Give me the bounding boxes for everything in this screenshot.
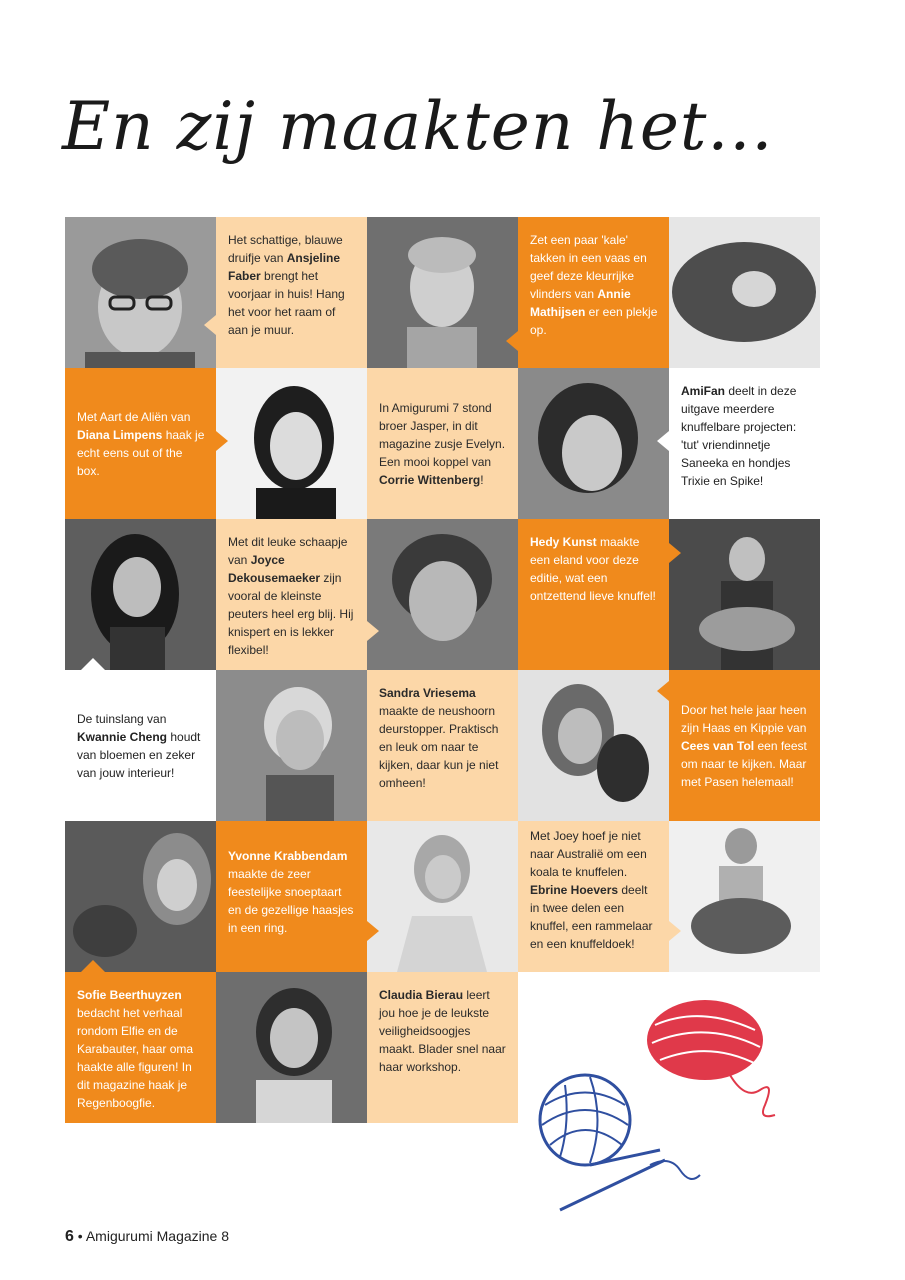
portrait-sandra-vriesema [216, 670, 367, 821]
portrait-yvonne-krabbendam [367, 821, 518, 972]
photo-crochet-project [669, 217, 820, 368]
portrait-ebrine-hoevers [669, 821, 820, 972]
portrait-corrie-wittenberg [518, 368, 669, 519]
text-joyce-dekousemaeker: Met dit leuke schaapje van Joyce Dekousemaeker zijn vooral de kleinste peuters heel erg blij. Hij knispert en is lekker flexibel! [216, 519, 367, 670]
pointer-8 [81, 658, 105, 670]
text-annie-mathijsen: Zet een paar 'kale' takken in een vaas en geef deze kleurrijke vlinders van Annie Mathijsen er een plekje op. [518, 217, 669, 368]
text-cees-van-tol: Door het hele jaar heen zijn Haas en Kippie van Cees van Tol een feest om naar te kijken. Maar met Pasen helemaal! [669, 670, 820, 821]
text-kwannie-cheng: De tuinslang van Kwannie Cheng houdt van bloemen en zeker van jouw interieur! [65, 670, 216, 821]
text-diana-limpens: Met Aart de Aliën van Diana Limpens haak je echt eens out of the box. [65, 368, 216, 519]
portrait-joyce-dekousemaeker [367, 519, 518, 670]
portrait-hedy-kunst [669, 519, 820, 670]
text-sofie-beerthuyzen: Sofie Beerthuyzen bedacht het verhaal rondom Elfie en de Karabauter, haar oma haakte alle figuren! In dit magazine haak je Regenboogfie. [65, 972, 216, 1123]
text-ansjeline-faber: Het schattige, blauwe druifje van Ansjeline Faber brengt het voorjaar in huis! Hang het voor het raam of aan je muur. [216, 217, 367, 368]
page-title: En zij maakten het... [62, 88, 774, 165]
portrait-kwannie-cheng [65, 519, 216, 670]
pointer-11 [367, 921, 379, 941]
page-number: 6 [65, 1228, 74, 1245]
portrait-claudia-bierau [216, 972, 367, 1123]
pointer-2 [506, 331, 518, 351]
text-hedy-kunst: Hedy Kunst maakte een eland voor deze editie, wat een ontzettend lieve knuffel! [518, 519, 669, 670]
yarn-balls-illustration [530, 985, 820, 1215]
portrait-cees-van-tol [518, 670, 669, 821]
pointer-12 [669, 921, 681, 941]
text-corrie-wittenberg: In Amigurumi 7 stond broer Jasper, in dit magazine zusje Evelyn. Een mooi koppel van Corrie Wittenberg! [367, 368, 518, 519]
pointer-6 [367, 621, 379, 641]
magazine-name: Amigurumi Magazine 8 [85, 1228, 229, 1244]
text-ebrine-hoevers: Met Joey hoef je niet naar Australië om een koala te knuffelen. Ebrine Hoevers deelt in twee delen een knuffel, een rammelaar en een knuffeldoek! [518, 821, 669, 972]
pointer-13 [81, 960, 105, 972]
portrait-annie-mathijsen [367, 217, 518, 368]
footer-bullet: • [77, 1228, 83, 1244]
pointer-3 [216, 431, 228, 451]
text-yvonne-krabbendam: Yvonne Krabbendam maakte de zeer feestelijke snoeptaart en de gezellige haasjes in een ring. [216, 821, 367, 972]
text-amifan: AmiFan deelt in deze uitgave meerdere knuffelbare projecten: 'tut' vriendinnetje Saneeka en hondjes Trixie en Spike! [669, 368, 820, 519]
pointer-7 [669, 543, 681, 563]
page-footer [65, 1228, 229, 1246]
portrait-ansjeline-faber [65, 217, 216, 368]
pointer-10 [657, 681, 669, 701]
portrait-sofie-beerthuyzen [65, 821, 216, 972]
portrait-diana-limpens [216, 368, 367, 519]
red-yarn-ball-icon [647, 1000, 775, 1116]
pointer-5 [657, 431, 669, 451]
text-claudia-bierau: Claudia Bierau leert jou hoe je de leukste veiligheidsoogjes maakt. Blader snel naar haar workshop. [367, 972, 518, 1123]
text-sandra-vriesema: Sandra Vriesema maakte de neushoorn deurstopper. Praktisch en leuk om naar te kijken, daar kun je niet omheen! [367, 670, 518, 821]
blue-yarn-ball-icon [540, 1075, 700, 1210]
pointer-1 [204, 315, 216, 335]
